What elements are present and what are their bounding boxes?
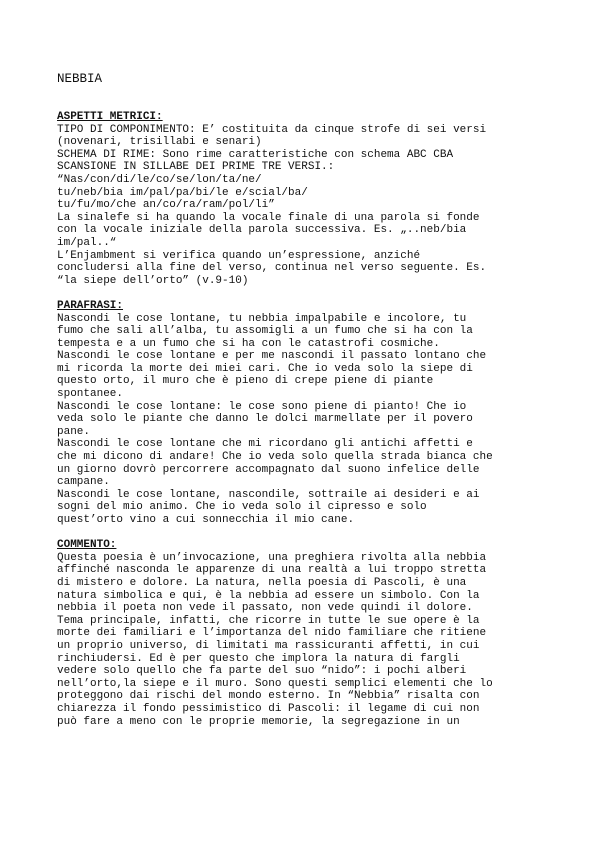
text-line: fumo che sali all’alba, tu assomigli a un fumo che si ha con la (57, 325, 473, 338)
text-line: sogni del mio animo. Che io veda solo il cipresso e solo (57, 501, 427, 514)
text-line: tempesta e a un fumo che si ha con le catastrofi cosmiche. (57, 337, 440, 350)
text-line: che mi dicono di andare! Che io veda solo quella strada bianca che (57, 451, 493, 464)
text-line: Nascondi le cose lontane: le cose sono piene di pianto! Che io (57, 400, 467, 413)
text-line: Tema principale, infatti, che ricorre in tutte le sue opere è la (57, 614, 480, 627)
text-line: di mistero e dolore. La natura, nella poesia di Pascoli, è una (57, 576, 467, 589)
section-heading: ASPETTI METRICI: (57, 111, 163, 123)
text-line: natura simbolica e qui, è la nebbia ad essere un simbolo. Con la (57, 589, 480, 602)
text-line: Questa poesia è un’invocazione, una preghiera rivolta alla nebbia (57, 551, 487, 564)
text-line: un proprio universo, di limitati ma rassicuranti affetti, in cui (57, 639, 480, 652)
text-line: vedere solo quello che fa parte del suo “nido”: i pochi alberi (57, 665, 467, 678)
text-line: quest’orto vino a cui sonnecchia il mio cane. (57, 514, 355, 526)
text-line: “la siepe dell’orto” (v.9-10) (57, 274, 249, 287)
section-heading: COMMENTO: (57, 539, 117, 552)
section-gap (57, 527, 539, 540)
text-line: SCANSIONE IN SILLABE DEI PRIME TRE VERSI.: (57, 161, 335, 174)
text-line: chiarezza il fondo pessimistico di Pascoli: il legame di cui non (57, 702, 480, 715)
section-parafrasi (57, 300, 539, 527)
section-heading: PARAFRASI: (57, 299, 124, 312)
text-line: questo orto, il muro che è pieno di crepe piene di piante (57, 375, 434, 388)
text-line: tu/fu/mo/che an/co/ra/ram/pol/li” (57, 199, 275, 212)
text-line: Nascondi le cose lontane che mi ricordano gli antichi affetti e (57, 438, 473, 451)
text-line: mi ricorda la morte dei miei cari. Che io veda solo la siepe di (57, 362, 473, 375)
text-line: veda solo le piante che danno le dolci marmellate per il povero (57, 413, 473, 426)
text-line: un giorno dovrò percorrere accompagnato dal suono infelice delle (57, 463, 480, 476)
text-line: può fare a meno con le proprie memorie, la segregazione in un (57, 715, 460, 728)
text-line: campane. (57, 476, 110, 489)
text-line: concludersi alla fine del verso, continua nel verso seguente. Es. (57, 262, 487, 275)
text-line: nebbia il poeta non vede il passato, non vede quindi il dolore. (57, 602, 473, 615)
text-line: (novenari, trisillabi e senari) (57, 136, 262, 149)
text-line: Nascondi le cose lontane e per me nascondi il passato lontano che (57, 350, 487, 363)
text-line: morte dei familiari e l’importanza del nido familiare che ritiene (57, 627, 487, 640)
text-line: Nascondi le cose lontane, nascondile, sottraile ai desideri e ai (57, 488, 480, 501)
text-line: L’Enjambment si verifica quando un’espressione, anziché (57, 249, 421, 262)
text-line: tu/neb/bia im/pal/pa/bi/le e/scial/ba/ (57, 186, 308, 199)
text-line: im/pal..“ (57, 236, 117, 249)
text-line: pane. (57, 425, 91, 438)
text-line: SCHEMA DI RIME: Sono rime caratteristiche con schema ABC CBA (57, 148, 454, 161)
text-line: proteggono dai rischi del mondo esterno. In “Nebbia” risalta con (57, 690, 480, 703)
text-line: nell’orto,la siepe e il muro. Sono questi semplici elementi che lo (57, 677, 493, 690)
text-line: TIPO DI COMPONIMENTO: E’ costituita da cinque strofe di sei versi (57, 123, 487, 136)
text-line: rinchiudersi. Ed è per questo che implora la natura di fargli (57, 652, 460, 665)
text-line: spontanee. (57, 388, 124, 401)
section-gap (57, 287, 539, 300)
section-aspetti-metrici (57, 111, 539, 287)
text-line: affinché nasconda le apparenze di una realtà a lui troppo stretta (57, 564, 487, 577)
text-line: La sinalefe si ha quando la vocale finale di una parola si fonde (57, 211, 480, 224)
text-line: Nascondi le cose lontane, tu nebbia impalpabile e incolore, tu (57, 312, 467, 325)
text-line: “Nas/con/di/le/co/se/lon/ta/ne/ (57, 173, 262, 186)
document-body (57, 111, 539, 728)
section-commento (57, 539, 539, 728)
text-line: con la vocale iniziale della parola successiva. Es. „..neb/bia (57, 224, 467, 237)
document-title: NEBBIA (57, 72, 103, 86)
